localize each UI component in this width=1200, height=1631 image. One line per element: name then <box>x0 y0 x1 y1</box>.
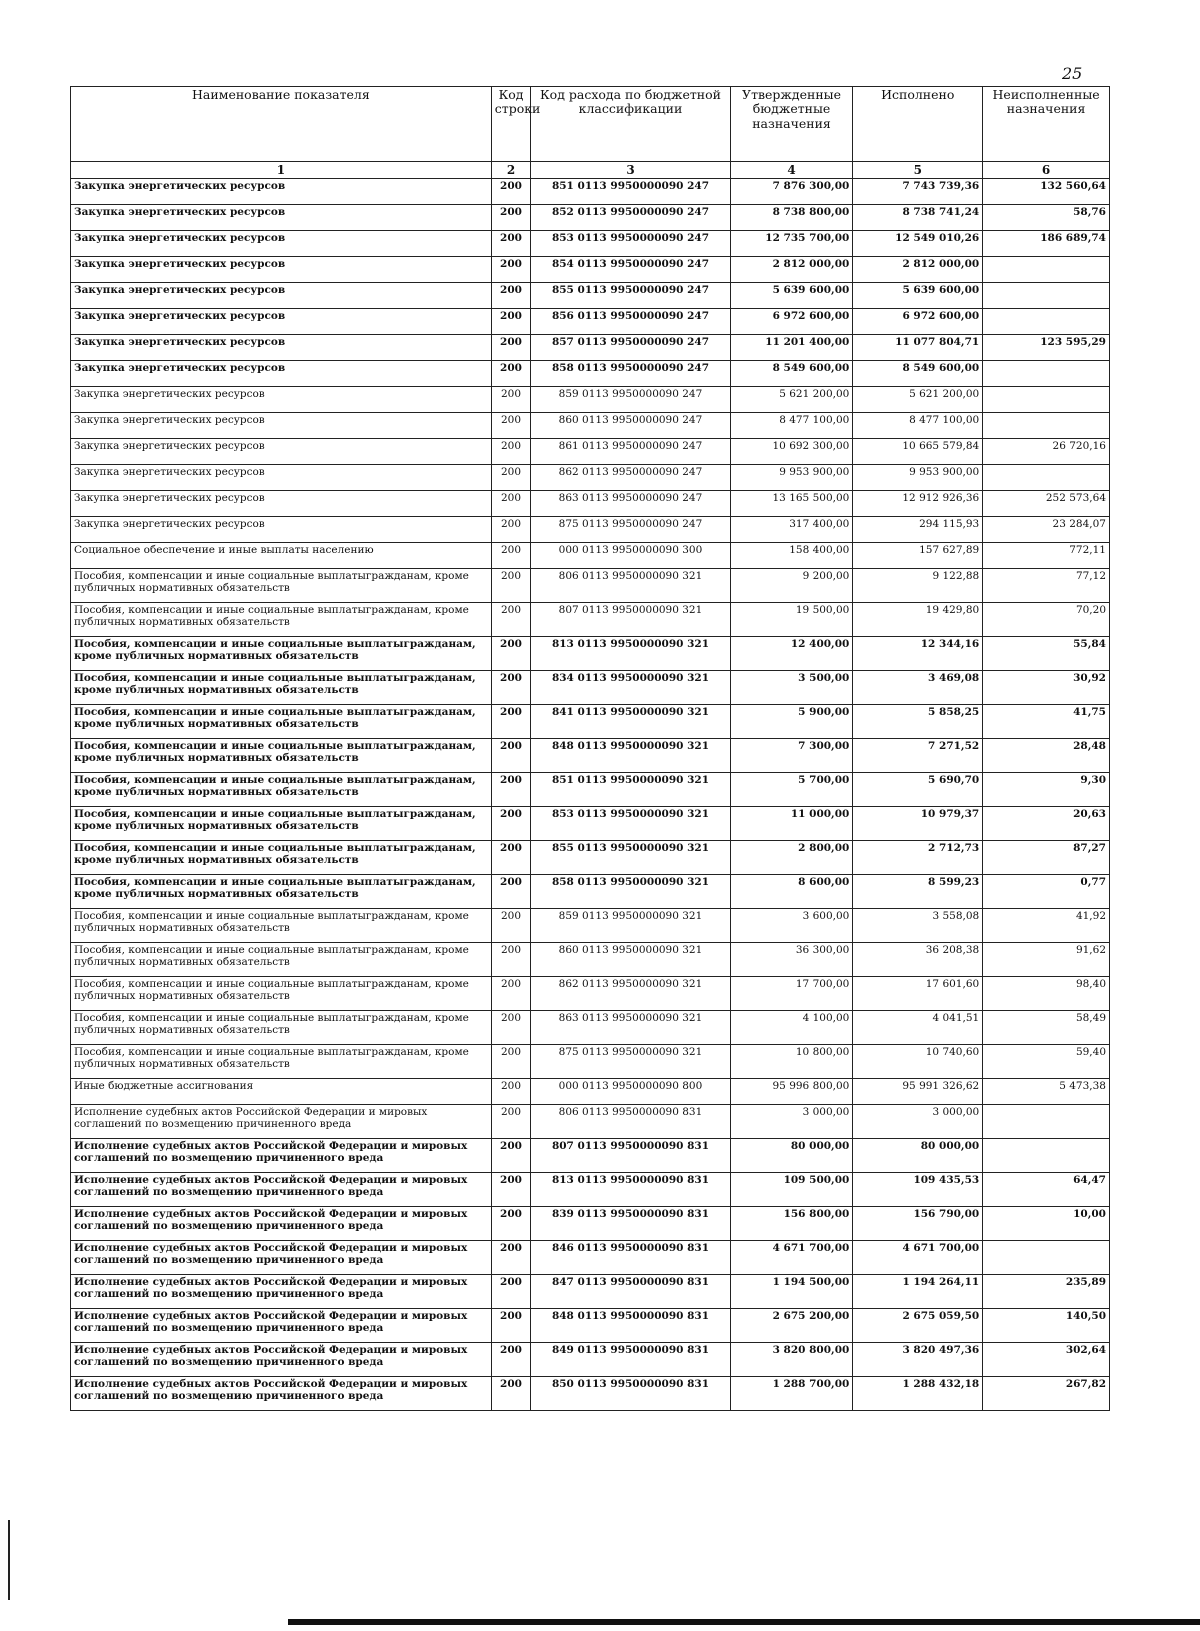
row-line-code: 200 <box>491 1079 530 1105</box>
row-line-code: 200 <box>491 1173 530 1207</box>
row-name: Исполнение судебных актов Российской Федерации и мировых соглашений по возмещению причиненного вреда <box>71 1377 492 1411</box>
row-unexecuted: 26 720,16 <box>983 439 1110 465</box>
row-executed: 3 558,08 <box>853 909 983 943</box>
row-expense-code: 807 0113 9950000090 321 <box>531 603 730 637</box>
row-line-code: 200 <box>491 335 530 361</box>
row-approved: 13 165 500,00 <box>730 491 853 517</box>
table-row <box>71 309 1110 335</box>
row-name: Закупка энергетических ресурсов <box>71 309 492 335</box>
row-name: Закупка энергетических ресурсов <box>71 257 492 283</box>
row-executed: 3 000,00 <box>853 1105 983 1139</box>
row-unexecuted: 140,50 <box>983 1309 1110 1343</box>
row-approved: 36 300,00 <box>730 943 853 977</box>
row-unexecuted: 9,30 <box>983 773 1110 807</box>
row-expense-code: 875 0113 9950000090 321 <box>531 1045 730 1079</box>
row-approved: 5 621 200,00 <box>730 387 853 413</box>
column-number: 4 <box>730 162 853 179</box>
row-executed: 1 194 264,11 <box>853 1275 983 1309</box>
row-unexecuted: 235,89 <box>983 1275 1110 1309</box>
row-approved: 3 500,00 <box>730 671 853 705</box>
table-row <box>71 1105 1110 1139</box>
row-line-code: 200 <box>491 1343 530 1377</box>
table-row <box>71 705 1110 739</box>
row-approved: 1 194 500,00 <box>730 1275 853 1309</box>
row-expense-code: 859 0113 9950000090 321 <box>531 909 730 943</box>
row-expense-code: 862 0113 9950000090 321 <box>531 977 730 1011</box>
row-approved: 10 692 300,00 <box>730 439 853 465</box>
row-approved: 11 201 400,00 <box>730 335 853 361</box>
row-unexecuted <box>983 283 1110 309</box>
row-unexecuted: 58,49 <box>983 1011 1110 1045</box>
row-expense-code: 852 0113 9950000090 247 <box>531 205 730 231</box>
row-expense-code: 853 0113 9950000090 247 <box>531 231 730 257</box>
page-number: 25 <box>1062 64 1083 83</box>
table-row <box>71 257 1110 283</box>
table-row <box>71 1275 1110 1309</box>
row-name: Пособия, компенсации и иные социальные выплатыгражданам, кроме публичных нормативных обязательств <box>71 671 492 705</box>
row-name: Пособия, компенсации и иные социальные выплатыгражданам, кроме публичных нормативных обязательств <box>71 603 492 637</box>
row-expense-code: 859 0113 9950000090 247 <box>531 387 730 413</box>
table-row <box>71 1343 1110 1377</box>
table-row <box>71 179 1110 205</box>
row-name: Исполнение судебных актов Российской Федерации и мировых соглашений по возмещению причиненного вреда <box>71 1105 492 1139</box>
row-expense-code: 000 0113 9950000090 300 <box>531 543 730 569</box>
row-approved: 158 400,00 <box>730 543 853 569</box>
row-line-code: 200 <box>491 875 530 909</box>
row-executed: 19 429,80 <box>853 603 983 637</box>
row-approved: 3 000,00 <box>730 1105 853 1139</box>
row-executed: 4 041,51 <box>853 1011 983 1045</box>
row-approved: 5 900,00 <box>730 705 853 739</box>
row-expense-code: 806 0113 9950000090 831 <box>531 1105 730 1139</box>
row-approved: 19 500,00 <box>730 603 853 637</box>
row-executed: 8 599,23 <box>853 875 983 909</box>
row-unexecuted: 186 689,74 <box>983 231 1110 257</box>
table-row <box>71 773 1110 807</box>
row-unexecuted <box>983 413 1110 439</box>
row-name: Исполнение судебных актов Российской Федерации и мировых соглашений по возмещению причиненного вреда <box>71 1275 492 1309</box>
row-name: Пособия, компенсации и иные социальные выплатыгражданам, кроме публичных нормативных обязательств <box>71 773 492 807</box>
row-approved: 8 549 600,00 <box>730 361 853 387</box>
column-number: 2 <box>491 162 530 179</box>
row-approved: 11 000,00 <box>730 807 853 841</box>
row-line-code: 200 <box>491 1139 530 1173</box>
row-line-code: 200 <box>491 231 530 257</box>
row-executed: 12 549 010,26 <box>853 231 983 257</box>
row-expense-code: 858 0113 9950000090 321 <box>531 875 730 909</box>
row-executed: 5 639 600,00 <box>853 283 983 309</box>
column-number: 5 <box>853 162 983 179</box>
row-approved: 9 953 900,00 <box>730 465 853 491</box>
table-row <box>71 1377 1110 1411</box>
row-name: Исполнение судебных актов Российской Федерации и мировых соглашений по возмещению причиненного вреда <box>71 1139 492 1173</box>
row-approved: 7 300,00 <box>730 739 853 773</box>
header-row-code: Код строки <box>491 87 530 162</box>
row-line-code: 200 <box>491 361 530 387</box>
row-expense-code: 860 0113 9950000090 247 <box>531 413 730 439</box>
row-expense-code: 855 0113 9950000090 321 <box>531 841 730 875</box>
row-executed: 12 912 926,36 <box>853 491 983 517</box>
row-expense-code: 858 0113 9950000090 247 <box>531 361 730 387</box>
row-unexecuted: 252 573,64 <box>983 491 1110 517</box>
row-expense-code: 841 0113 9950000090 321 <box>531 705 730 739</box>
row-approved: 2 812 000,00 <box>730 257 853 283</box>
row-name: Пособия, компенсации и иные социальные выплатыгражданам, кроме публичных нормативных обязательств <box>71 637 492 671</box>
table-row <box>71 875 1110 909</box>
row-executed: 36 208,38 <box>853 943 983 977</box>
row-name: Исполнение судебных актов Российской Федерации и мировых соглашений по возмещению причиненного вреда <box>71 1207 492 1241</box>
row-name: Пособия, компенсации и иные социальные выплатыгражданам, кроме публичных нормативных обязательств <box>71 977 492 1011</box>
scan-edge-bar <box>288 1619 1200 1625</box>
table-row <box>71 1011 1110 1045</box>
row-executed: 5 690,70 <box>853 773 983 807</box>
row-name: Закупка энергетических ресурсов <box>71 231 492 257</box>
row-line-code: 200 <box>491 257 530 283</box>
row-name: Закупка энергетических ресурсов <box>71 439 492 465</box>
table-row <box>71 439 1110 465</box>
row-name: Иные бюджетные ассигнования <box>71 1079 492 1105</box>
table-row <box>71 335 1110 361</box>
row-approved: 8 738 800,00 <box>730 205 853 231</box>
row-line-code: 200 <box>491 773 530 807</box>
row-approved: 10 800,00 <box>730 1045 853 1079</box>
table-row <box>71 739 1110 773</box>
table-body <box>71 179 1110 1411</box>
row-line-code: 200 <box>491 205 530 231</box>
row-executed: 95 991 326,62 <box>853 1079 983 1105</box>
row-expense-code: 853 0113 9950000090 321 <box>531 807 730 841</box>
row-expense-code: 848 0113 9950000090 321 <box>531 739 730 773</box>
row-name: Закупка энергетических ресурсов <box>71 465 492 491</box>
row-line-code: 200 <box>491 283 530 309</box>
row-executed: 9 953 900,00 <box>853 465 983 491</box>
row-approved: 3 820 800,00 <box>730 1343 853 1377</box>
row-unexecuted: 267,82 <box>983 1377 1110 1411</box>
table-row <box>71 1309 1110 1343</box>
row-line-code: 200 <box>491 517 530 543</box>
row-executed: 8 738 741,24 <box>853 205 983 231</box>
row-expense-code: 851 0113 9950000090 247 <box>531 179 730 205</box>
table-row <box>71 361 1110 387</box>
row-line-code: 200 <box>491 387 530 413</box>
row-executed: 80 000,00 <box>853 1139 983 1173</box>
row-unexecuted: 30,92 <box>983 671 1110 705</box>
row-line-code: 200 <box>491 603 530 637</box>
row-line-code: 200 <box>491 1105 530 1139</box>
row-expense-code: 806 0113 9950000090 321 <box>531 569 730 603</box>
row-executed: 109 435,53 <box>853 1173 983 1207</box>
row-name: Закупка энергетических ресурсов <box>71 361 492 387</box>
row-executed: 6 972 600,00 <box>853 309 983 335</box>
table-row <box>71 977 1110 1011</box>
table-row <box>71 465 1110 491</box>
row-expense-code: 813 0113 9950000090 831 <box>531 1173 730 1207</box>
row-unexecuted <box>983 1139 1110 1173</box>
row-approved: 156 800,00 <box>730 1207 853 1241</box>
row-approved: 5 639 600,00 <box>730 283 853 309</box>
row-line-code: 200 <box>491 705 530 739</box>
row-expense-code: 863 0113 9950000090 321 <box>531 1011 730 1045</box>
row-name: Пособия, компенсации и иные социальные выплатыгражданам, кроме публичных нормативных обязательств <box>71 1011 492 1045</box>
row-expense-code: 857 0113 9950000090 247 <box>531 335 730 361</box>
row-unexecuted <box>983 361 1110 387</box>
header-executed: Исполнено <box>853 87 983 162</box>
row-name: Закупка энергетических ресурсов <box>71 491 492 517</box>
row-approved: 1 288 700,00 <box>730 1377 853 1411</box>
table-row <box>71 637 1110 671</box>
row-unexecuted: 23 284,07 <box>983 517 1110 543</box>
column-numbers-row <box>71 162 1110 179</box>
row-unexecuted: 5 473,38 <box>983 1079 1110 1105</box>
row-executed: 8 549 600,00 <box>853 361 983 387</box>
row-unexecuted <box>983 1105 1110 1139</box>
row-name: Закупка энергетических ресурсов <box>71 179 492 205</box>
row-unexecuted: 58,76 <box>983 205 1110 231</box>
header-unexecuted: Неисполненные назначения <box>983 87 1110 162</box>
table-row <box>71 1241 1110 1275</box>
row-line-code: 200 <box>491 637 530 671</box>
row-executed: 294 115,93 <box>853 517 983 543</box>
header-indicator-name: Наименование показателя <box>71 87 492 162</box>
row-executed: 2 712,73 <box>853 841 983 875</box>
table-row <box>71 1139 1110 1173</box>
row-expense-code: 851 0113 9950000090 321 <box>531 773 730 807</box>
row-unexecuted <box>983 465 1110 491</box>
row-line-code: 200 <box>491 465 530 491</box>
row-unexecuted: 0,77 <box>983 875 1110 909</box>
row-approved: 2 675 200,00 <box>730 1309 853 1343</box>
row-line-code: 200 <box>491 543 530 569</box>
row-name: Закупка энергетических ресурсов <box>71 205 492 231</box>
row-line-code: 200 <box>491 841 530 875</box>
row-expense-code: 000 0113 9950000090 800 <box>531 1079 730 1105</box>
row-name: Пособия, компенсации и иные социальные выплатыгражданам, кроме публичных нормативных обязательств <box>71 739 492 773</box>
table-row <box>71 1079 1110 1105</box>
header-expense-code: Код расхода по бюджетной классификации <box>531 87 730 162</box>
row-executed: 156 790,00 <box>853 1207 983 1241</box>
row-approved: 2 800,00 <box>730 841 853 875</box>
row-unexecuted: 64,47 <box>983 1173 1110 1207</box>
row-approved: 6 972 600,00 <box>730 309 853 335</box>
row-line-code: 200 <box>491 943 530 977</box>
row-expense-code: 860 0113 9950000090 321 <box>531 943 730 977</box>
row-name: Исполнение судебных актов Российской Федерации и мировых соглашений по возмещению причиненного вреда <box>71 1173 492 1207</box>
row-executed: 12 344,16 <box>853 637 983 671</box>
row-unexecuted <box>983 1241 1110 1275</box>
row-unexecuted: 302,64 <box>983 1343 1110 1377</box>
row-approved: 12 400,00 <box>730 637 853 671</box>
table-row <box>71 543 1110 569</box>
row-line-code: 200 <box>491 1011 530 1045</box>
row-unexecuted: 41,75 <box>983 705 1110 739</box>
row-unexecuted: 132 560,64 <box>983 179 1110 205</box>
row-expense-code: 856 0113 9950000090 247 <box>531 309 730 335</box>
table-row <box>71 671 1110 705</box>
row-expense-code: 854 0113 9950000090 247 <box>531 257 730 283</box>
table-row <box>71 943 1110 977</box>
row-executed: 17 601,60 <box>853 977 983 1011</box>
row-executed: 5 858,25 <box>853 705 983 739</box>
row-approved: 4 671 700,00 <box>730 1241 853 1275</box>
row-unexecuted: 59,40 <box>983 1045 1110 1079</box>
scan-margin-mark <box>8 1520 10 1600</box>
row-approved: 80 000,00 <box>730 1139 853 1173</box>
row-line-code: 200 <box>491 413 530 439</box>
row-name: Закупка энергетических ресурсов <box>71 413 492 439</box>
column-number: 3 <box>531 162 730 179</box>
row-executed: 1 288 432,18 <box>853 1377 983 1411</box>
row-executed: 3 820 497,36 <box>853 1343 983 1377</box>
row-unexecuted: 98,40 <box>983 977 1110 1011</box>
row-name: Пособия, компенсации и иные социальные выплатыгражданам, кроме публичных нормативных обязательств <box>71 569 492 603</box>
row-name: Исполнение судебных актов Российской Федерации и мировых соглашений по возмещению причиненного вреда <box>71 1343 492 1377</box>
row-executed: 10 740,60 <box>853 1045 983 1079</box>
row-unexecuted: 10,00 <box>983 1207 1110 1241</box>
row-line-code: 200 <box>491 1241 530 1275</box>
table-row <box>71 1207 1110 1241</box>
row-name: Пособия, компенсации и иные социальные выплатыгражданам, кроме публичных нормативных обязательств <box>71 807 492 841</box>
row-expense-code: 846 0113 9950000090 831 <box>531 1241 730 1275</box>
row-approved: 95 996 800,00 <box>730 1079 853 1105</box>
row-unexecuted: 91,62 <box>983 943 1110 977</box>
row-expense-code: 847 0113 9950000090 831 <box>531 1275 730 1309</box>
row-name: Пособия, компенсации и иные социальные выплатыгражданам, кроме публичных нормативных обязательств <box>71 705 492 739</box>
row-expense-code: 863 0113 9950000090 247 <box>531 491 730 517</box>
row-line-code: 200 <box>491 1309 530 1343</box>
row-approved: 4 100,00 <box>730 1011 853 1045</box>
row-approved: 12 735 700,00 <box>730 231 853 257</box>
row-name: Пособия, компенсации и иные социальные выплатыгражданам, кроме публичных нормативных обязательств <box>71 875 492 909</box>
row-line-code: 200 <box>491 439 530 465</box>
row-expense-code: 855 0113 9950000090 247 <box>531 283 730 309</box>
row-executed: 11 077 804,71 <box>853 335 983 361</box>
row-executed: 157 627,89 <box>853 543 983 569</box>
table-row <box>71 413 1110 439</box>
row-executed: 10 665 579,84 <box>853 439 983 465</box>
row-name: Социальное обеспечение и иные выплаты населению <box>71 543 492 569</box>
row-unexecuted: 77,12 <box>983 569 1110 603</box>
row-name: Закупка энергетических ресурсов <box>71 283 492 309</box>
row-name: Закупка энергетических ресурсов <box>71 335 492 361</box>
row-executed: 5 621 200,00 <box>853 387 983 413</box>
row-name: Закупка энергетических ресурсов <box>71 517 492 543</box>
row-expense-code: 850 0113 9950000090 831 <box>531 1377 730 1411</box>
row-line-code: 200 <box>491 179 530 205</box>
row-expense-code: 848 0113 9950000090 831 <box>531 1309 730 1343</box>
row-name: Пособия, компенсации и иные социальные выплатыгражданам, кроме публичных нормативных обязательств <box>71 841 492 875</box>
budget-report-table <box>70 86 1110 1411</box>
row-line-code: 200 <box>491 671 530 705</box>
row-expense-code: 834 0113 9950000090 321 <box>531 671 730 705</box>
table-row <box>71 1045 1110 1079</box>
row-approved: 7 876 300,00 <box>730 179 853 205</box>
row-approved: 9 200,00 <box>730 569 853 603</box>
row-expense-code: 861 0113 9950000090 247 <box>531 439 730 465</box>
row-executed: 9 122,88 <box>853 569 983 603</box>
row-executed: 7 743 739,36 <box>853 179 983 205</box>
row-line-code: 200 <box>491 1045 530 1079</box>
table-row <box>71 807 1110 841</box>
row-line-code: 200 <box>491 1207 530 1241</box>
row-line-code: 200 <box>491 309 530 335</box>
row-executed: 2 675 059,50 <box>853 1309 983 1343</box>
row-unexecuted: 41,92 <box>983 909 1110 943</box>
row-line-code: 200 <box>491 491 530 517</box>
row-executed: 4 671 700,00 <box>853 1241 983 1275</box>
row-name: Пособия, компенсации и иные социальные выплатыгражданам, кроме публичных нормативных обязательств <box>71 943 492 977</box>
row-line-code: 200 <box>491 909 530 943</box>
row-expense-code: 849 0113 9950000090 831 <box>531 1343 730 1377</box>
row-approved: 317 400,00 <box>730 517 853 543</box>
table-row <box>71 603 1110 637</box>
row-unexecuted <box>983 387 1110 413</box>
row-line-code: 200 <box>491 807 530 841</box>
row-unexecuted: 772,11 <box>983 543 1110 569</box>
row-expense-code: 839 0113 9950000090 831 <box>531 1207 730 1241</box>
row-expense-code: 862 0113 9950000090 247 <box>531 465 730 491</box>
row-executed: 3 469,08 <box>853 671 983 705</box>
row-line-code: 200 <box>491 739 530 773</box>
row-executed: 7 271,52 <box>853 739 983 773</box>
row-approved: 8 600,00 <box>730 875 853 909</box>
row-name: Пособия, компенсации и иные социальные выплатыгражданам, кроме публичных нормативных обязательств <box>71 909 492 943</box>
table-row <box>71 387 1110 413</box>
row-unexecuted: 20,63 <box>983 807 1110 841</box>
row-line-code: 200 <box>491 1377 530 1411</box>
table-row <box>71 1173 1110 1207</box>
row-unexecuted: 28,48 <box>983 739 1110 773</box>
row-unexecuted: 70,20 <box>983 603 1110 637</box>
row-name: Исполнение судебных актов Российской Федерации и мировых соглашений по возмещению причиненного вреда <box>71 1241 492 1275</box>
header-row <box>71 87 1110 162</box>
row-approved: 5 700,00 <box>730 773 853 807</box>
row-approved: 109 500,00 <box>730 1173 853 1207</box>
row-unexecuted <box>983 309 1110 335</box>
row-executed: 10 979,37 <box>853 807 983 841</box>
row-unexecuted: 87,27 <box>983 841 1110 875</box>
row-approved: 17 700,00 <box>730 977 853 1011</box>
column-number: 1 <box>71 162 492 179</box>
row-line-code: 200 <box>491 569 530 603</box>
row-executed: 2 812 000,00 <box>853 257 983 283</box>
row-name: Закупка энергетических ресурсов <box>71 387 492 413</box>
row-expense-code: 807 0113 9950000090 831 <box>531 1139 730 1173</box>
table-row <box>71 491 1110 517</box>
row-expense-code: 875 0113 9950000090 247 <box>531 517 730 543</box>
row-executed: 8 477 100,00 <box>853 413 983 439</box>
column-number: 6 <box>983 162 1110 179</box>
table-row <box>71 841 1110 875</box>
table-row <box>71 517 1110 543</box>
row-unexecuted: 55,84 <box>983 637 1110 671</box>
table-row <box>71 569 1110 603</box>
header-approved: Утвержденные бюджетные назначения <box>730 87 853 162</box>
table-row <box>71 909 1110 943</box>
row-unexecuted: 123 595,29 <box>983 335 1110 361</box>
row-line-code: 200 <box>491 977 530 1011</box>
table-row <box>71 231 1110 257</box>
row-unexecuted <box>983 257 1110 283</box>
table-row <box>71 283 1110 309</box>
row-line-code: 200 <box>491 1275 530 1309</box>
row-name: Пособия, компенсации и иные социальные выплатыгражданам, кроме публичных нормативных обязательств <box>71 1045 492 1079</box>
row-approved: 3 600,00 <box>730 909 853 943</box>
row-approved: 8 477 100,00 <box>730 413 853 439</box>
row-name: Исполнение судебных актов Российской Федерации и мировых соглашений по возмещению причиненного вреда <box>71 1309 492 1343</box>
row-expense-code: 813 0113 9950000090 321 <box>531 637 730 671</box>
table-row <box>71 205 1110 231</box>
